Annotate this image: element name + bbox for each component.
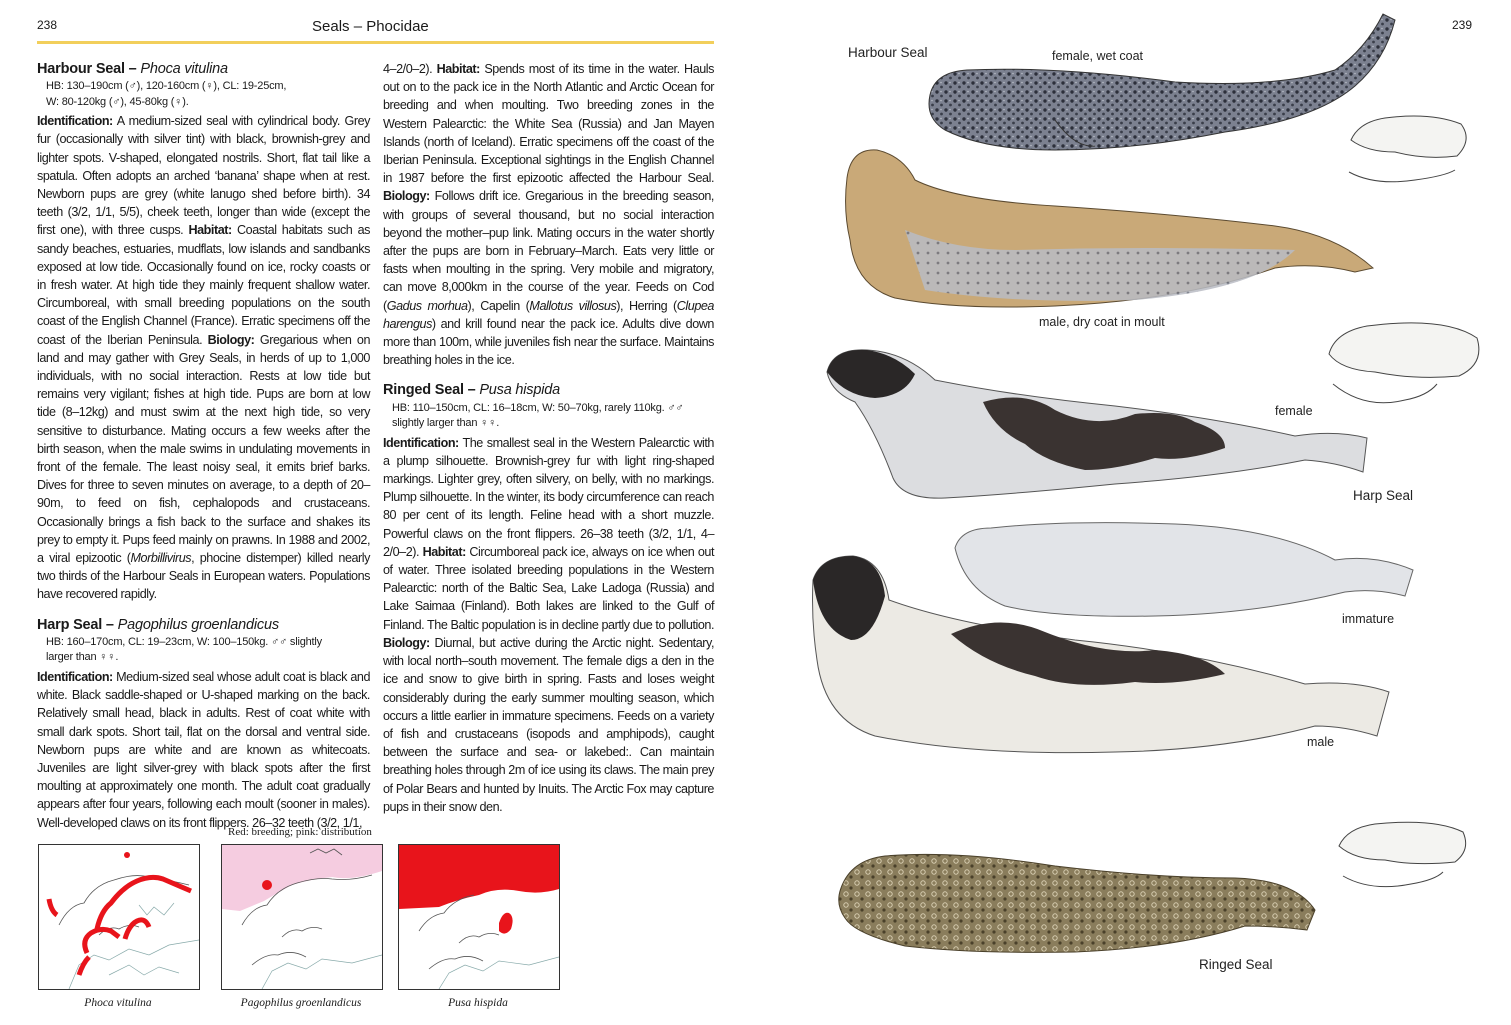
harbour-seal-measurements: HB: 130–190cm (♂), 120-160cm (♀), CL: 19-25cm, W: 80-120kg (♂), 45-80kg (♀).: [46, 80, 287, 108]
seal-illustrations: [755, 0, 1511, 1025]
page-number-left: 238: [37, 18, 58, 32]
left-page: [0, 0, 755, 1025]
page-number-right: 239: [1452, 18, 1473, 32]
harp-seal-immature-illustration: [955, 523, 1413, 617]
label-ringed-seal: Ringed Seal: [1199, 957, 1273, 972]
header-rule: [37, 41, 714, 44]
text-column-2: [383, 60, 714, 816]
label-harbour-seal: Harbour Seal: [848, 45, 928, 60]
map-harp-seal-distribution: [222, 845, 382, 989]
map-ringed-seal-distribution: [399, 845, 559, 989]
harbour-seal-heading: Harbour Seal – Phoca vitulina: [37, 61, 228, 77]
harbour-seal-body: Identification: A medium-sized seal with cylindrical body. Grey fur (occasionally with silver tint) with black, brownish-grey and lighter spots. V-shaped, elongated nostrils. Short, flat tail like a spatula. Often adopts an arched ‘banana’ shape when at rest. Newborn pups are grey (white lanugo shed before birth). 34 teeth (3/2, 1/1, 5/5), cheek teeth, longer than wide (except the first one), with three cusps. Habitat: Coastal habitats such as sandy beaches, estuaries, mudflats, low islands and sandbanks exposed at low tide. Occasionally found on ice, rocky coasts or in fresh water. At high tide they mainly frequent shallow water. Circumboreal, with small breeding populations on the south coast of the English Channel (France). Erratic specimens off the coast of the Iberian Peninsula. Biology: Gregarious when on land and may gather with Grey Seals, in herds of up to 1,000 individuals, with no social interaction. Rests at low tide but remains very vigilant; fishes at high tide. Pups are born at low tide (8–12kg) and must swim at the next high tide, so very sensitive to disturbance. Mating occurs a few weeks after the birth season, when the male swims in undulating movements in front of the female. The least noisy seal, it emits brief barks. Dives for three to seven minutes on average, to a depth of 20–90m, to feed on fish, cephalopods and crustaceans. Occasionally brings a fish back to the surface and shakes its prey to empty it. Pups feed mainly on prawns. In 1988 and 2002, a viral epizootic (Morbillivirus, phocine distemper) killed nearly two thirds of the Harbour Seals in European waters. Populations have recovered rapidly.: [37, 114, 370, 602]
running-header: Seals – Phocidae: [312, 18, 429, 35]
label-male-dry-coat: male, dry coat in moult: [1039, 315, 1165, 329]
harp-seal-female-illustration: [827, 350, 1367, 498]
text-column-1: [37, 60, 370, 832]
harbour-seal-male-illustration: [846, 150, 1373, 307]
harp-seal-measurements: HB: 160–170cm, CL: 19–23cm, W: 100–150kg. ♂♂ slightly larger than ♀♀.: [46, 635, 322, 664]
ringed-seal-body: Identification: The smallest seal in the Western Palearctic with a plump silhouette. Brownish-grey fur with light ring-shaped markings. Lighter grey, often silvery, on belly, with no markings. Plump silhouette. In the winter, its body circumference can reach 80 per cent of its length. Feline head with a short muzzle. Powerful claws on the front flippers. 26–38 teeth (3/2, 1/1, 4–2/0–2). Habitat: Circumboreal pack ice, always on ice when out of water. Three isolated breeding populations in the Western Palearctic: north of the Baltic Sea, Lake Ladoga (Russia) and Lake Saimaa (Finland). Both lakes are linked to the Gulf of Finland. The Baltic population is in decline partly due to pollution. Biology: Diurnal, but active during the Arctic night. Sedentary, with local north–south movement. The female digs a den in the ice and snow to give birth in spring. Fasts and loses weight considerably during the early summer moulting season, which occurs a little earlier in immature specimens. Feeds on a variety of fish and crustaceans (isopods and amphipods), caught between the surface and sea- or lakebed:. Can maintain breathing holes through 2m of ice using its claws. The main prey of Polar Bears and hunted by Inuits. The Arctic Fox may capture pups in their snow den.: [383, 435, 715, 814]
ringed-seal-heading: Ringed Seal – Pusa hispida: [383, 382, 560, 399]
harp-seal-heading: Harp Seal – Pagophilus groenlandicus: [37, 616, 279, 633]
label-female-wet-coat: female, wet coat: [1052, 49, 1144, 63]
map-harbour-seal-distribution: [39, 845, 199, 989]
ringed-seal-illustration: [839, 854, 1315, 952]
map-caption-1: Phoca vitulina: [84, 997, 152, 1009]
map-legend: Red: breeding; pink: distribution: [228, 826, 372, 838]
label-harp-immature: immature: [1342, 612, 1395, 626]
harp-seal-body: Identification: Medium-sized seal whose adult coat is black and white. Black saddle-shaped or U-shaped marking on the back. Relatively small head, black in adults. Rest of coat white with small dark spots. Short tail, flat on the dorsal and ventral side. Newborn pups are white and are known as whitecoats. Juveniles are light silver-grey with black spots after the first moulting at approximately one month. The adult coat gradually appears after four years, following each moult (sooner in males). Well-developed claws on its front flippers. 26–32 teeth (3/2, 1/1,: [37, 669, 370, 830]
map-pagophilus-groenlandicus: [221, 844, 383, 990]
map-pusa-hispida: [398, 844, 560, 990]
map-caption-2: Pagophilus groenlandicus: [240, 997, 362, 1009]
harp-seal-body-continued: 4–2/0–2). Habitat: Spends most of its time in the water. Hauls out on to the pack ice in the North Atlantic and Arctic Ocean for breeding and when moulting. Two breeding zones in the Western Palearctic: the White Sea (Russia) and Jan Mayen Islands (north of Iceland). Erratic specimens off the coast of the Iberian Peninsula. Exceptional sightings in the English Channel in 1987 before the first epizootic affected the Harbour Seal. Biology: Follows drift ice. Gregarious in the breeding season, with groups of several thousand, but no social interaction beyond the mother–pup link. Mating occurs in the water shortly after the pups are born in February–March. Eats very little or fasts when moulting in the spring. Very mobile and migratory, can move 8,000km in the course of the year. Feeds on Cod (Gadus morhua), Capelin (Mallotus villosus), Herring (Clupea harengus) and krill found near the pack ice. Adults dive down more than 100m, while juveniles fish near the surface. Maintains breathing holes in the ice.: [383, 62, 714, 368]
label-harp-seal: Harp Seal: [1353, 488, 1414, 503]
map-phoca-vitulina: [38, 844, 200, 990]
harbour-seal-female-illustration: [929, 14, 1395, 150]
ringed-seal-measurements: HB: 110–150cm, CL: 16–18cm, W: 50–70kg, rarely 110kg. ♂♂ slightly larger than ♀♀.: [392, 401, 684, 430]
label-harp-male: male: [1307, 735, 1335, 749]
right-page: [755, 0, 1511, 1025]
label-harp-female: female: [1275, 404, 1313, 418]
map-caption-3: Pusa hispida: [448, 997, 508, 1009]
